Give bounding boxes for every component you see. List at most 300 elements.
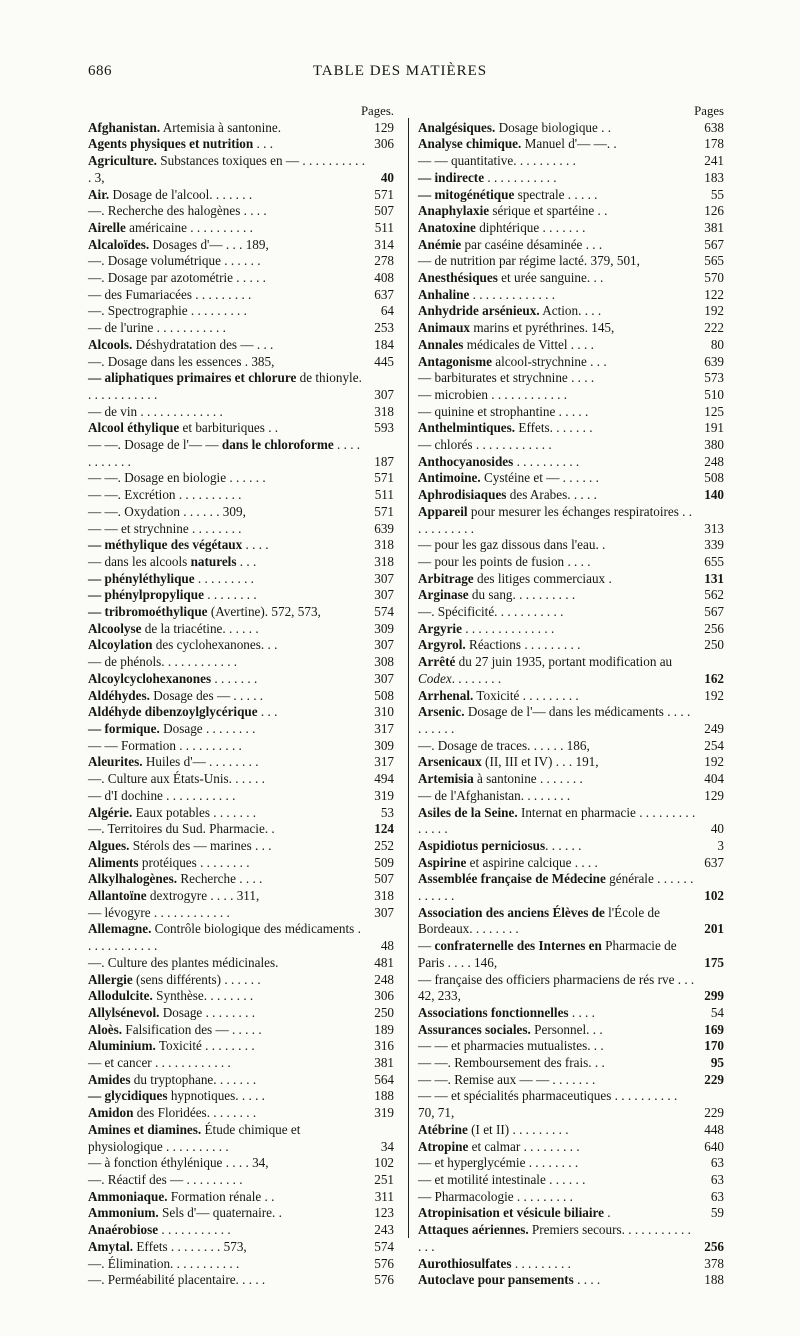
index-subtext: . . . . . . . . . — [194, 570, 254, 586]
index-entry — [418, 1005, 724, 1022]
page-reference: 316 — [374, 1038, 394, 1054]
index-entry-text — [88, 688, 366, 705]
index-heading: Alcool éthylique — [88, 420, 180, 436]
index-heading: Annales — [418, 336, 464, 352]
page-reference: 253 — [374, 320, 394, 336]
index-heading: Attaques aériennes. — [418, 1222, 529, 1238]
page-reference: 222 — [704, 320, 724, 336]
index-subtext: Falsification des — . . . . . — [122, 1021, 262, 1037]
index-entry — [418, 1022, 724, 1039]
index-heading: Air. — [88, 186, 110, 202]
page-reference: 637 — [704, 854, 724, 870]
index-heading: — phénylpropylique — [88, 587, 204, 603]
index-heading: Aloès. — [88, 1021, 123, 1037]
page-reference: 63 — [710, 1171, 724, 1187]
index-subtext: . . . . . . . . — [203, 587, 257, 603]
index-subtext: — dans les alcools — [88, 553, 191, 569]
page-reference: 306 — [374, 988, 394, 1004]
index-entry — [418, 738, 724, 755]
index-entry-text — [88, 404, 366, 421]
index-subtext: — de l'Afghanistan. . . . . . . . — [418, 787, 571, 803]
index-subtext: — — et pharmacies mutualistes. . . — [418, 1038, 604, 1054]
index-entry-text — [418, 1256, 696, 1273]
index-entry-text — [88, 487, 366, 504]
page-reference: 187 — [374, 453, 394, 469]
index-entry — [418, 1038, 724, 1055]
index-entry — [88, 1239, 394, 1256]
index-heading: Allemagne. — [88, 921, 152, 937]
index-entry — [88, 287, 394, 304]
index-entry-text — [418, 1088, 696, 1121]
page-reference: 576 — [374, 1272, 394, 1288]
index-entry-text — [88, 855, 366, 872]
index-entry — [418, 470, 724, 487]
page-reference: 64 — [380, 303, 394, 319]
index-entry-text — [418, 938, 696, 971]
page-reference: 192 — [704, 303, 724, 319]
index-entry-text — [418, 972, 696, 1005]
index-entry-text — [418, 337, 696, 354]
index-heading: — tribromoéthylique — [88, 604, 208, 620]
index-heading: Aluminium. — [88, 1038, 156, 1054]
index-subtext: — quinine et strophantine . . . . . — [418, 403, 589, 419]
index-subtext: Premiers secours. . . . . . . . . . . . . . — [418, 1222, 691, 1254]
index-entry — [88, 487, 394, 504]
index-entry — [88, 1189, 394, 1206]
index-entry — [418, 170, 724, 187]
index-entry-text — [418, 905, 696, 938]
page-reference: 162 — [704, 670, 724, 686]
index-entry-text — [88, 120, 366, 137]
index-entry-text — [418, 788, 696, 805]
index-subtext: Substances toxiques en — . . . . . . . . . . . 3, — [88, 153, 366, 185]
page-reference: 317 — [374, 754, 394, 770]
page-reference: 481 — [374, 954, 394, 970]
page-reference: 123 — [374, 1205, 394, 1221]
index-subtext: — à fonction éthylénique . . . . 34, — [88, 1155, 269, 1171]
index-entry-text — [418, 187, 696, 204]
index-entry-text — [88, 287, 366, 304]
index-entry-text — [88, 754, 366, 771]
index-subtext: Dosages d'— . . . 189, — [149, 236, 269, 252]
index-entry — [418, 855, 724, 872]
index-subtext: Huiles d'— . . . . . . . . — [142, 754, 259, 770]
index-subtext: . . . . . . . . . . . — [158, 1222, 231, 1238]
index-entry-text — [88, 203, 366, 220]
page-reference: 184 — [374, 336, 394, 352]
index-entry — [418, 604, 724, 621]
index-entry-text — [88, 838, 366, 855]
index-heading: Arsenic. — [418, 704, 465, 720]
index-entry — [418, 1256, 724, 1273]
page-reference: 571 — [374, 470, 394, 486]
index-entry-text — [88, 270, 366, 287]
index-entry-text — [88, 788, 366, 805]
index-subtext: pour mesurer les échanges respiratoires . . . . . . . . . . . — [418, 503, 693, 536]
index-heading: Arrhenal. — [418, 687, 474, 703]
index-entry — [88, 788, 394, 805]
page-reference: 307 — [374, 570, 394, 586]
index-entry-text — [88, 370, 366, 403]
index-subtext: — microbien . . . . . . . . . . . . — [418, 386, 568, 402]
index-subtext: . . . . . . . . — [451, 670, 502, 686]
index-subtext: —. Spécificité. . . . . . . . . . . — [418, 604, 564, 620]
page-reference: 299 — [704, 988, 724, 1004]
index-entry-text — [88, 771, 366, 788]
page-reference: 445 — [374, 353, 394, 369]
index-heading: Argyrol. — [418, 637, 466, 653]
index-entry — [88, 587, 394, 604]
index-entry-text — [418, 855, 696, 872]
index-entry-text — [418, 754, 696, 771]
index-entry-text — [418, 487, 696, 504]
page-reference: 140 — [704, 487, 724, 503]
index-entry — [418, 203, 724, 220]
index-entry — [418, 905, 724, 938]
page-reference: 507 — [374, 203, 394, 219]
index-heading: Airelle — [88, 219, 126, 235]
page-reference: 256 — [704, 1238, 724, 1254]
page-reference: 509 — [374, 854, 394, 870]
index-subtext: Artemisia à santonine. — [160, 119, 282, 135]
index-entry-text — [88, 805, 366, 822]
index-entry-text — [418, 1055, 696, 1072]
page-reference: 48 — [380, 938, 394, 954]
page-reference: 638 — [704, 119, 724, 135]
index-subtext: Dosage . . . . . . . . — [159, 1004, 256, 1020]
page-reference: 313 — [704, 520, 724, 536]
page-reference: 639 — [704, 353, 724, 369]
index-subtext: marins et pyréthrines. 145, — [470, 320, 615, 336]
index-subtext: — pour les gaz dissous dans l'eau. . — [418, 537, 606, 553]
index-entry-text — [88, 988, 366, 1005]
index-subtext: du sang. . . . . . . . . . — [468, 587, 576, 603]
index-entry — [88, 671, 394, 688]
index-heading: Appareil — [418, 503, 468, 519]
index-subtext: — — [418, 938, 435, 954]
index-subtext: (II, III et IV) . . . 191, — [481, 754, 599, 770]
index-subtext: — —. Remise aux — — . . . . . . . — [418, 1071, 596, 1087]
page-reference: 318 — [374, 537, 394, 553]
index-entry-text — [418, 1172, 696, 1189]
page-reference: 243 — [374, 1222, 394, 1238]
page-reference: 593 — [374, 420, 394, 436]
page-reference: 448 — [704, 1121, 724, 1137]
page-reference: 169 — [704, 1021, 724, 1037]
page-reference: 192 — [704, 687, 724, 703]
index-heading: — mitogénétique — [418, 186, 515, 202]
index-subtext: Toxicité . . . . . . . . . — [473, 687, 579, 703]
index-entry — [88, 1088, 394, 1105]
page-reference: 183 — [704, 169, 724, 185]
page-reference: 571 — [374, 186, 394, 202]
index-entry — [418, 938, 724, 971]
index-entry-text — [88, 1072, 366, 1089]
index-entry — [88, 420, 394, 437]
index-entry-text — [418, 571, 696, 588]
index-entry — [88, 654, 394, 671]
index-entry — [88, 604, 394, 621]
index-subtext: Dosage . . . . . . . . — [159, 721, 256, 736]
page-reference: 639 — [374, 520, 394, 536]
index-entry-text — [418, 704, 696, 737]
index-entry — [88, 855, 394, 872]
page-reference: 124 — [374, 821, 394, 837]
page-reference: 252 — [374, 837, 394, 853]
index-heading: Autoclave pour pansements — [418, 1272, 574, 1288]
index-entry — [418, 237, 724, 254]
page-reference: 573 — [704, 370, 724, 386]
index-entry — [88, 437, 394, 470]
index-entry-text — [418, 354, 696, 371]
index-subtext: — —. Remboursement des frais. . . — [418, 1055, 605, 1071]
index-entry — [418, 571, 724, 588]
index-subtext: —. Culture des plantes médicinales. — [88, 954, 279, 970]
index-subtext: médicales de Vittel . . . . — [463, 336, 594, 352]
index-entry — [88, 220, 394, 237]
page-reference: 408 — [374, 270, 394, 286]
index-entry-text — [418, 1222, 696, 1255]
index-heading: Allantoïne — [88, 888, 147, 904]
page-reference: 311 — [374, 1188, 394, 1204]
index-heading: Analyse chimique. — [418, 136, 522, 152]
index-entry — [418, 654, 724, 687]
index-entry — [88, 1005, 394, 1022]
page-reference: 511 — [374, 487, 394, 503]
page-reference: 508 — [374, 687, 394, 703]
index-entry-text — [418, 771, 696, 788]
index-subtext: hypnotiques. . . . . — [167, 1088, 265, 1104]
page-reference: 131 — [704, 570, 724, 586]
index-subtext: (Avertine). 572, 573, — [207, 604, 321, 620]
index-entry-text — [418, 203, 696, 220]
index-heading: Amytal. — [88, 1238, 134, 1254]
index-entry-text — [418, 1189, 696, 1206]
index-subtext: Recherche . . . . — [177, 871, 263, 887]
page-reference: 63 — [710, 1188, 724, 1204]
page-reference: 339 — [704, 537, 724, 553]
page-reference: 318 — [374, 403, 394, 419]
index-entry-text — [418, 1272, 696, 1289]
index-entry-text — [418, 1122, 696, 1139]
index-subtext: . . . . . . . . . . — [513, 453, 580, 469]
index-entry-text — [88, 621, 366, 638]
index-subtext: et barbituriques . . — [179, 420, 279, 436]
page-reference: 307 — [374, 386, 394, 402]
page-reference: 250 — [704, 637, 724, 653]
index-entry-text — [418, 1072, 696, 1089]
index-heading: naturels — [190, 553, 237, 569]
page-reference: 256 — [704, 620, 724, 636]
page-reference: 170 — [704, 1038, 724, 1054]
index-subtext: dextrogyre . . . . 311, — [146, 888, 260, 904]
index-entry-text — [88, 153, 366, 186]
index-heading: Algérie. — [88, 804, 133, 820]
index-entry — [88, 805, 394, 822]
index-entry — [418, 704, 724, 737]
index-subtext: . . . . . . . . . . . . . . — [461, 620, 555, 636]
index-subtext: —. Recherche des halogènes . . . . — [88, 203, 267, 219]
index-heading: — glycidiques — [88, 1088, 168, 1104]
index-heading: Arsenicaux — [418, 754, 482, 770]
index-entry-text — [418, 838, 696, 855]
index-entry — [418, 1172, 724, 1189]
index-heading: Anesthésiques — [418, 270, 498, 286]
index-entry-text — [418, 805, 696, 838]
index-entry — [418, 136, 724, 153]
page-reference: 63 — [710, 1155, 724, 1171]
page-reference: 567 — [704, 604, 724, 620]
index-entry — [88, 738, 394, 755]
index-subtext: protéiques . . . . . . . . — [138, 854, 250, 870]
index-entry — [88, 320, 394, 337]
index-entry-text — [418, 537, 696, 554]
index-subtext: Effets. . . . . . . — [515, 420, 593, 436]
index-entry — [88, 1272, 394, 1289]
index-entry — [88, 470, 394, 487]
index-subtext: . . . . — [573, 1272, 601, 1288]
index-subtext: . . . . . . — [545, 837, 582, 853]
index-entry-text — [418, 454, 696, 471]
index-entry — [88, 1172, 394, 1189]
index-entry-text — [88, 571, 366, 588]
index-entry-text — [88, 1189, 366, 1206]
index-entry-text — [88, 921, 366, 954]
index-entry-text — [88, 1155, 366, 1172]
page-reference: 567 — [704, 236, 724, 252]
index-subtext: . . . . . . . — [211, 670, 258, 686]
index-subtext: —. Spectrographie . . . . . . . . . — [88, 303, 247, 319]
page-reference: 318 — [374, 888, 394, 904]
index-subtext: du 27 juin 1935, portant modification au — [455, 654, 673, 670]
index-entry — [418, 1139, 724, 1156]
index-entry-text — [418, 404, 696, 421]
pages-label-left: Pages. — [360, 104, 394, 118]
page-reference: 191 — [704, 420, 724, 436]
index-entry — [88, 203, 394, 220]
index-entry — [418, 220, 724, 237]
index-subtext: . . . . — [242, 537, 269, 553]
page-reference: 229 — [704, 1071, 724, 1087]
index-entry-text — [88, 537, 366, 554]
index-subtext: . . . — [257, 704, 278, 720]
index-entry-text — [418, 253, 696, 270]
index-entry — [88, 838, 394, 855]
index-subtext: Déshydratation des — . . . — [132, 336, 274, 352]
page-reference: 511 — [374, 219, 394, 235]
page-reference: 307 — [374, 637, 394, 653]
page-reference: 34 — [380, 1138, 394, 1154]
index-entry-text — [418, 470, 696, 487]
index-entry-text — [418, 370, 696, 387]
index-heading: dans le chloroforme — [221, 437, 334, 453]
index-subtext: —. Dosage volumétrique . . . . . . — [88, 253, 261, 269]
index-entry-text — [418, 153, 696, 170]
index-subtext: — de phénols. . . . . . . . . . . . — [88, 654, 238, 670]
index-entry — [418, 303, 724, 320]
index-heading: Anaérobiose — [88, 1222, 159, 1238]
index-subtext: . . . . . . . . . . . . . — [469, 286, 556, 302]
index-entry-text — [418, 504, 696, 537]
index-entry — [88, 504, 394, 521]
page-reference: 307 — [374, 904, 394, 920]
index-subtext: Stérols des — marines . . . — [129, 837, 272, 853]
index-subtext: — et hyperglycémie . . . . . . . . — [418, 1155, 579, 1171]
index-subtext: Action. . . . — [539, 303, 602, 319]
index-entry-text — [418, 1022, 696, 1039]
index-subtext: Personnel. . . — [530, 1021, 603, 1037]
index-entry-text — [88, 604, 366, 621]
index-entry-text — [418, 654, 696, 687]
page-reference: 314 — [374, 236, 394, 252]
index-entry — [418, 337, 724, 354]
index-subtext: . . . — [253, 136, 274, 152]
page-reference: 319 — [374, 1105, 394, 1121]
page-number: 686 — [88, 63, 112, 79]
index-subtext: — — quantitative. . . . . . . . . . — [418, 153, 576, 169]
index-heading: confraternelle des Internes en — [434, 938, 602, 954]
index-entry — [88, 921, 394, 954]
index-entry — [418, 320, 724, 337]
index-subtext: . . . . . . . . . . . — [88, 437, 361, 469]
page-reference: 318 — [374, 553, 394, 569]
index-heading: Ammonium. — [88, 1205, 159, 1221]
page-reference: 40 — [380, 169, 394, 185]
index-entry — [418, 537, 724, 554]
index-entry — [88, 1105, 394, 1122]
index-entry — [418, 370, 724, 387]
index-entry-text — [418, 1205, 696, 1222]
index-entry-text — [88, 637, 366, 654]
index-entry-text — [88, 738, 366, 755]
page-reference: 40 — [710, 821, 724, 837]
page-reference: 576 — [374, 1255, 394, 1271]
index-heading: Algues. — [88, 837, 130, 853]
index-entry-text — [418, 554, 696, 571]
index-entry — [88, 1038, 394, 1055]
index-entry-text — [418, 303, 696, 320]
index-subtext: américaine . . . . . . . . . . — [125, 219, 253, 235]
index-subtext: Dosage biologique . . — [495, 119, 612, 135]
index-entry — [418, 404, 724, 421]
index-entry-text — [418, 1139, 696, 1156]
index-entry — [418, 554, 724, 571]
index-entry-text — [418, 437, 696, 454]
index-subtext: —. Perméabilité placentaire. . . . . — [88, 1272, 266, 1288]
index-subtext: Contrôle biologique des médicaments . . . . . . . . . . . . — [88, 921, 361, 954]
index-entry — [88, 1205, 394, 1222]
index-entry — [418, 771, 724, 788]
page-reference: 562 — [704, 587, 724, 603]
index-entry — [418, 805, 724, 838]
page-reference: 308 — [374, 654, 394, 670]
index-subtext: Effets . . . . . . . . 573, — [133, 1238, 247, 1254]
index-subtext: des litiges commerciaux . — [473, 570, 612, 586]
index-entry-text — [418, 621, 696, 638]
index-heading: Anatoxine — [418, 219, 476, 235]
page-reference: 380 — [704, 437, 724, 453]
index-heading: Alcaloïdes. — [88, 236, 150, 252]
index-entry-text — [88, 303, 366, 320]
index-entry-text — [88, 253, 366, 270]
index-heading: Arginase — [418, 587, 469, 603]
index-entry-text — [418, 420, 696, 437]
index-entry — [88, 554, 394, 571]
index-heading: Asiles de la Seine. — [418, 804, 518, 820]
index-entry-text — [88, 1005, 366, 1022]
index-subtext: et calmar . . . . . . . . . — [468, 1138, 580, 1154]
index-subtext: Dosage des — . . . . . — [149, 687, 264, 703]
